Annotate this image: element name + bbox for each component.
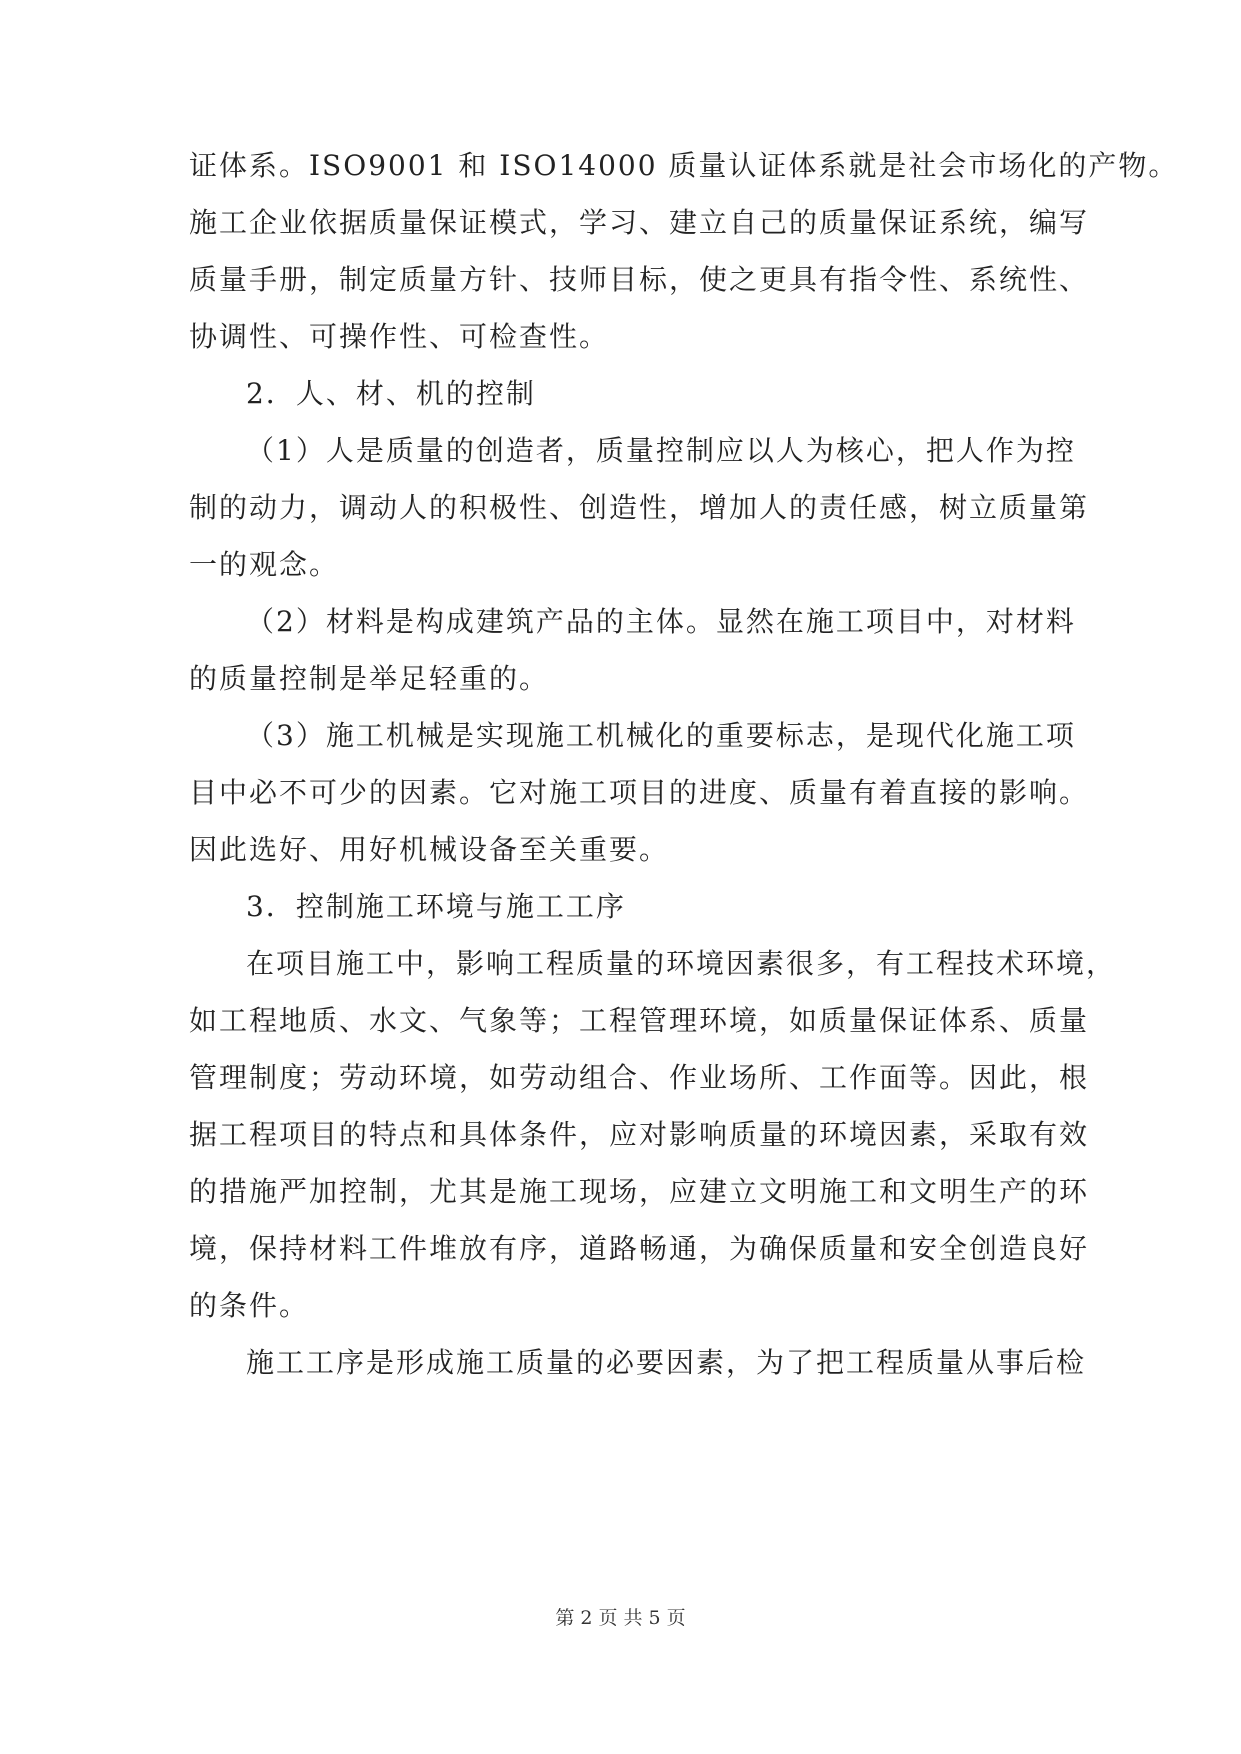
body-line: 因此选好、用好机械设备至关重要。: [189, 833, 670, 866]
footer-total-word: 共: [623, 1607, 643, 1629]
footer-current-page: 2: [580, 1607, 593, 1629]
body-line: （3）施工机械是实现施工机械化的重要标志，是现代化施工项: [246, 719, 1076, 752]
body-line: 质量手册，制定质量方针、技师目标，使之更具有指令性、系统性、: [189, 263, 1090, 296]
footer-page-unit: 页: [598, 1607, 618, 1629]
section-heading: 3．控制施工环境与施工工序: [246, 890, 626, 923]
body-line: 的条件。: [189, 1289, 310, 1322]
body-line: 目中必不可少的因素。它对施工项目的进度、质量有着直接的影响。: [189, 776, 1090, 809]
footer-suffix: 页: [666, 1607, 686, 1629]
body-line: 施工企业依据质量保证模式，学习、建立自己的质量保证系统，编写: [189, 206, 1090, 239]
footer-total-pages: 5: [648, 1607, 661, 1629]
footer-prefix: 第: [555, 1607, 575, 1629]
body-line: 一的观念。: [189, 548, 340, 581]
body-line: 的质量控制是举足轻重的。: [189, 662, 550, 695]
body-line: 如工程地质、水文、气象等；工程管理环境，如质量保证体系、质量: [189, 1004, 1090, 1037]
body-line: 证体系。ISO9001 和 ISO14000 质量认证体系就是社会市场化的产物。: [189, 149, 1179, 182]
body-line: 境，保持材料工件堆放有序，道路畅通，为确保质量和安全创造良好: [189, 1232, 1090, 1265]
page-footer: [0, 1606, 1241, 1630]
body-line: 管理制度；劳动环境，如劳动组合、作业场所、工作面等。因此，根: [189, 1061, 1090, 1094]
body-line: 施工工序是形成施工质量的必要因素，为了把工程质量从事后检: [246, 1346, 1087, 1379]
body-line: 的措施严加控制，尤其是施工现场，应建立文明施工和文明生产的环: [189, 1175, 1090, 1208]
body-line: （2）材料是构成建筑产品的主体。显然在施工项目中，对材料: [246, 605, 1076, 638]
body-line: 据工程项目的特点和具体条件，应对影响质量的环境因素，采取有效: [189, 1118, 1090, 1151]
body-line: 在项目施工中，影响工程质量的环境因素很多，有工程技术环境，: [246, 947, 1117, 980]
section-heading: 2．人、材、机的控制: [246, 377, 536, 410]
body-line: 制的动力，调动人的积极性、创造性，增加人的责任感，树立质量第: [189, 491, 1090, 524]
body-line: 协调性、可操作性、可检查性。: [189, 320, 610, 353]
body-line: （1）人是质量的创造者，质量控制应以人为核心，把人作为控: [246, 434, 1076, 467]
